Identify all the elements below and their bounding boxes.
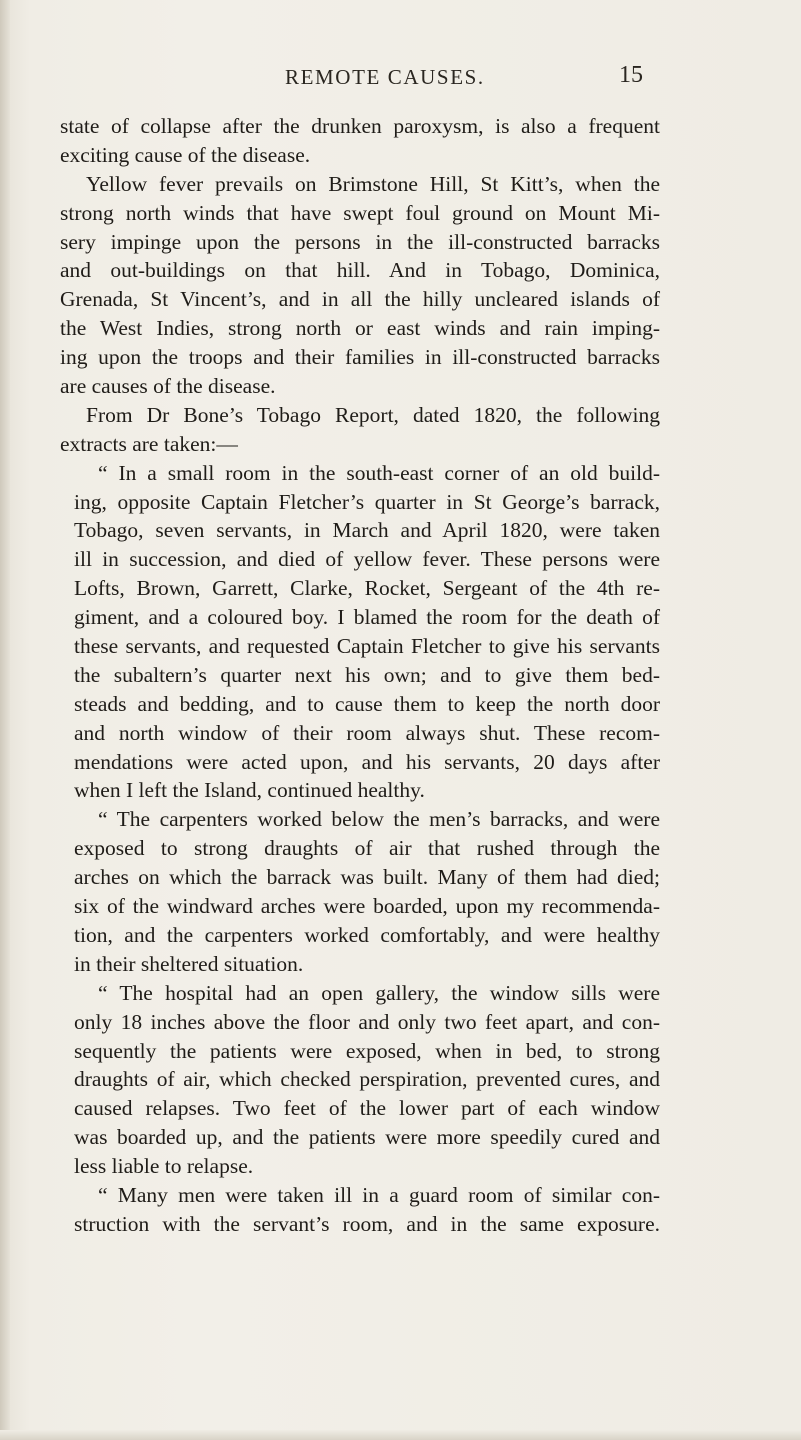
text-line: and north window of their room always shut. These recom-: [74, 720, 660, 745]
binding-gutter-shadow: [0, 0, 10, 1440]
text-line: only 18 inches above the floor and only two feet apart, and con-: [74, 1009, 660, 1034]
text-line: state of collapse after the drunken paroxysm, is also a frequent: [60, 114, 660, 138]
text-line: these servants, and requested Captain Fletcher to give his servants: [74, 634, 660, 659]
text-line: ill in succession, and died of yellow fever. These persons were: [74, 547, 660, 572]
text-line: From Dr Bone’s Tobago Report, dated 1820, the following: [86, 402, 660, 427]
text-line: six of the windward arches were boarded, upon my recommenda-: [74, 894, 660, 919]
text-line: caused relapses. Two feet of the lower part of each window: [74, 1096, 660, 1121]
text-line: “ The hospital had an open gallery, the window sills were: [98, 980, 660, 1005]
text-line: are causes of the disease.: [60, 374, 276, 399]
page-number: 15: [619, 62, 643, 88]
page-header: [0, 62, 801, 98]
text-line: strong north winds that have swept foul ground on Mount Mi-: [60, 200, 660, 225]
text-line: “ Many men were taken ill in a guard room of similar con-: [98, 1182, 660, 1207]
running-head: REMOTE CAUSES.: [285, 65, 485, 89]
text-line: “ The carpenters worked below the men’s barracks, and were: [98, 807, 660, 832]
page-bottom-edge: [0, 1430, 801, 1440]
text-line: struction with the servant’s room, and in the same exposure.: [74, 1211, 660, 1236]
text-line: was boarded up, and the patients were more speedily cured and: [74, 1125, 660, 1150]
text-line: steads and bedding, and to cause them to keep the north door: [74, 691, 660, 716]
text-line: Tobago, seven servants, in March and April 1820, were taken: [74, 518, 660, 543]
text-line: exposed to strong draughts of air that rushed through the: [74, 836, 660, 861]
text-line: draughts of air, which checked perspiration, prevented cures, and: [74, 1067, 660, 1092]
text-line: giment, and a coloured boy. I blamed the room for the death of: [74, 605, 660, 630]
text-line: tion, and the carpenters worked comfortably, and were healthy: [74, 922, 660, 947]
text-line: ing, opposite Captain Fletcher’s quarter in St George’s barrack,: [74, 489, 660, 514]
text-line: mendations were acted upon, and his servants, 20 days after: [74, 749, 660, 774]
text-line: exciting cause of the disease.: [60, 142, 311, 167]
text-line: Lofts, Brown, Garrett, Clarke, Rocket, Sergeant of the 4th re-: [74, 576, 660, 601]
text-line: “ In a small room in the south-east corner of an old build-: [98, 460, 660, 485]
text-line: sequently the patients were exposed, when in bed, to strong: [74, 1038, 660, 1063]
text-line: in their sheltered situation.: [74, 951, 304, 976]
text-line: the West Indies, strong north or east winds and rain imping-: [60, 316, 660, 341]
text-line: ing upon the troops and their families in ill-constructed barracks: [60, 345, 660, 370]
text-line: less liable to relapse.: [74, 1154, 254, 1179]
text-line: the subaltern’s quarter next his own; and to give them bed-: [74, 662, 660, 687]
text-line: extracts are taken:—: [60, 431, 238, 456]
text-line: when I left the Island, continued healthy.: [74, 778, 425, 803]
text-line: Grenada, St Vincent’s, and in all the hilly uncleared islands of: [60, 287, 660, 312]
text-line: Yellow fever prevails on Brimstone Hill, St Kitt’s, when the: [86, 171, 660, 196]
text-line: sery impinge upon the persons in the ill-constructed barracks: [60, 229, 660, 254]
text-line: arches on which the barrack was built. Many of them had died;: [74, 865, 660, 890]
text-line: and out-buildings on that hill. And in Tobago, Dominica,: [60, 258, 660, 283]
body-text: [60, 112, 660, 1239]
